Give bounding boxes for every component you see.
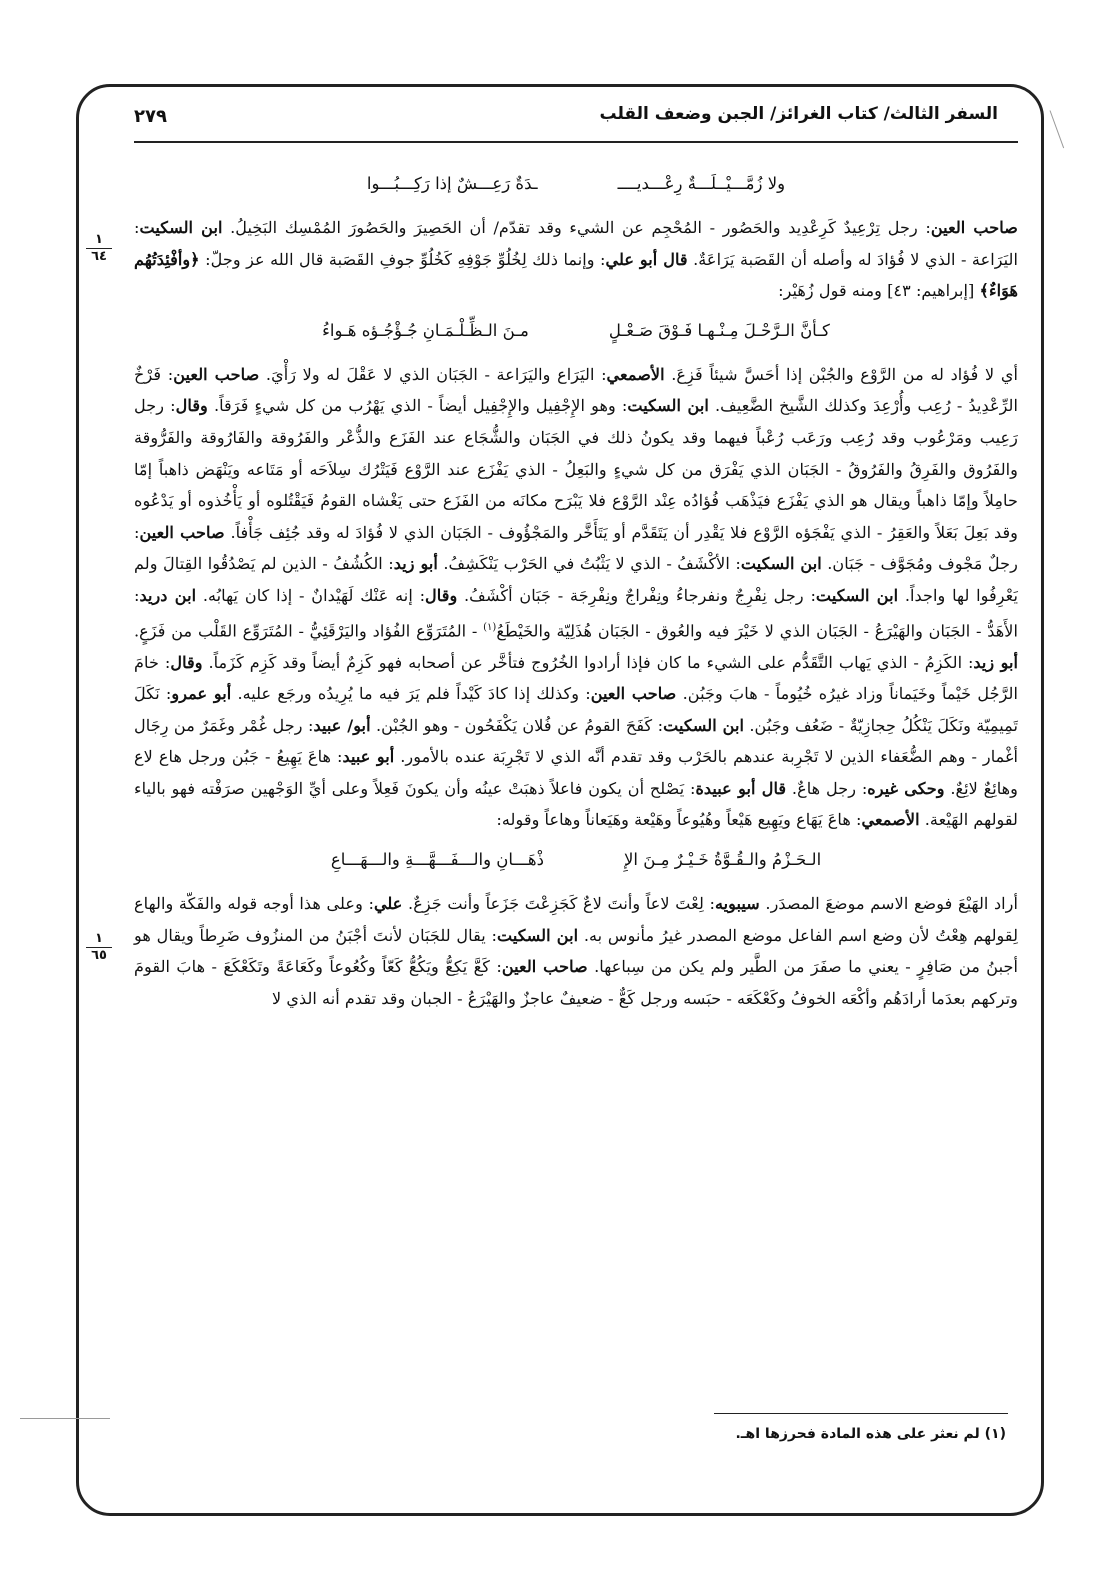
text-run: : نَكَلَ تَمِيمِيّة ونَكَلَ يَنْكُلُ حِجازِيّةٌ - ضَعُف وجَبُن. [134,684,1018,735]
source-name: أبو زيد [393,554,438,574]
source-name: ابن دريد [139,585,197,605]
verse-line [134,838,1018,882]
margin-folio-denominator: ٦٤ [91,249,107,264]
text-run: : كَعَّ يَكِعُّ ويَكُعُّ كَعّاً وكُعُوعاً وكَعَاعَةً وتَكَعْكَعَ - هابَ القومَ وتركهم بعدَما أرادَهُم وأكْعَه الخوفُ وكَعْكَعَه - حبَسه ورجل كَعٌّ - ضعيفٌ عاجزٌ والهَيْرَعُ - الجبان وقد تقدم أنه الذي لا [134,957,1018,1008]
verse-first-hemistich: كـأنَّ الـرَّحْـلَ مِـنْـهـا فَـوْقَ صَـعْـلٍ [608,320,830,340]
text-run: : رجل نِفْرِجٌ ونفرجاءُ ونِفْراجٌ ونِفْرِجَة - جَبَان أكْشَفُ. [457,585,816,605]
quran-quote: ﴿وأفْئِدَتُهُم هَوَاءٌ﴾ [134,249,1018,301]
text-run: : وهو الإِجْفِيل والإِجْفِيل أيضاً - الذي يَهْرُب من كل شيءٍ فَرَقاً. [207,396,628,416]
text-run: : رجل رَعِيب ومَرْعُوب وقد رُعِب ورَعَب رُعْباً فيهما وقد يكونُ ذلك في الجَبَان والشُّجَاع عند الفَزَع والذُّعْر والفَرُوقة والفَارُوقة والفَرُّوقة والفَرُوق والفَرِقُ والفَرُوقُ - الجَبَان الذي يَفْرَق من كل شيءٍ والبَعِلُ - الذي يَفْزَع عند الرَّوْع فَيَتْرُك سِلاَحَه أو مَتَاعه ويَنْهَض ذاهباً إمّا حامِلاً وإمّا ذاهباً ويقال هو الذي يَفْزَع فيَذْهَب فُؤادُه عِنْد الرَّوْع فلا يَبْرَح مكانَه من الفَزَع حتى يَغْشاه القومُ فَيَقْتُلوه أو يَأْخُذوه أو يَدْعُوه وقد بَعِلَ بَعَلاً والعَقِرُ - الذي يَفْجَؤه الرَّوْع فلا يَقْدِر أن يَتَقَدَّم أو يَتَأَخَّر والمَجْؤُوف - الجَبَان الذي لا فُؤادَ له وقد جُئِف جَأْفاً. [134,396,1018,542]
paragraph [134,359,1018,836]
verse-second-hemistich: ـدَةٌ رَعِـــشٌ إذا رَكِـــبُـــوا [366,174,538,193]
source-name: وقال [170,652,203,672]
source-name: وقال [425,585,458,605]
source-name: صاحب العين [139,522,225,542]
verse-line [134,309,1018,353]
footnote-rule [714,1413,1008,1414]
source-name: أبو زيد [973,652,1018,672]
verse-second-hemistich: ذْهَـــانِ والـــفَـــهَّـــةِ والـــهَـــاعِ [330,850,544,870]
verse-first-hemistich: ولا زُمَّـــيْــلَـــةٌ رِعْـــديــــ [617,174,786,193]
verse-line [134,162,1018,206]
source-name: ابن السكيت [740,554,822,574]
text-run: : الأكْشَفُ - الذي لا يَثْبُتُ في الحَرْب يَنْكَشِفُ. [437,554,741,574]
source-name: ابن السكيت [815,585,899,605]
footnote-marker: (١) [483,621,497,633]
source-name: وقال [175,396,208,416]
text-run: : رجل تِرْعِيدٌ كَرِعْدِيد والحَصُور - المُحْجِم عن الشيء وقد تقدّم/ أن الحَصِيرَ والحَصُورَ المُمْسِك البَخِيلُ. [222,218,931,237]
margin-folio-numerator: ١ [95,931,103,946]
text-run: : خامَ الرَّجُل خَيْماً وخَيَماناً وزاد غيرُه خُيُوماً - هابَ وجَبُن. [134,652,1018,704]
source-name: صاحب العين [173,364,260,384]
text-run: : هاعَ يَهَاع ويَهِيع هَيْعاً وهُيُوعاً وهَيْعة وهَيَعاناً وهاعاً وقوله: [496,810,862,830]
margin-folio-denominator: ٦٥ [91,948,107,963]
text-run: : الكُشُفُ - الذين لم يَصْدُقُوا القِتالَ ولم يَعْرِفُوا لها واجداً. [134,554,1018,605]
source-name: علي [373,894,403,914]
source-name: أبو عمرو [171,684,232,704]
main-text [134,160,1018,1014]
source-name: أبو عبيد [342,747,395,767]
page-number: ٢٧٩ [134,106,167,127]
source-name: ابن السكيت [663,715,744,735]
text-run: أراد الهَيْعَ فوضع الاسم موضعَ المصدَر. [759,894,1018,914]
source-name: ابن السكيت [496,925,579,945]
source-name: الأصمعي [861,810,920,830]
paragraph [134,212,1018,307]
text-run: : وإنما ذلك لِخُلُوِّ جَوْفِهِ كَخُلُوِّ جوفِ القَصَبة قال الله عز وجلّ: [199,249,606,269]
text-run: : الكَزِمُ - الذي يَهاب التَّقَدُّم على الشيء ما كان فإذا أرادوا الخُرُوج فتأخَّر عن أصحابه فهو كَزِمٌ أيضاً وقد كَزِم كَزَماً. [202,652,974,672]
source-name: صاحب العين [930,218,1018,237]
text-run: : اليَرَاع واليَرَاعة - الجَبَان الذي لا عَقْلَ له ولا رَأْيَ. [259,364,607,384]
text-run: : يَصْلح أن يكون فاعلاً ذهبَتْ عينُه وأن يكونَ فَعِلاً وعلى أيِّ الوَجْهين صرَفْته فهو بالياء لقولهم الهَيْعة. [134,778,1018,830]
margin-folio-numerator: ١ [95,232,103,247]
margin-folio-note [82,233,116,264]
source-name: وحكى غيره [867,778,945,798]
source-name: أبو/ عبيد [313,715,371,735]
source-name: سيبويه [714,894,760,914]
paragraph [134,888,1018,1014]
text-run: : لِعْتَ لاعاً وأنتَ لاعٌ كَجَزِعْتَ جَزَعاً وأنت جَزِعٌ. [402,894,715,914]
source-name: صاحب العين [590,684,677,704]
text-run: : الأَهَدُّ - الجَبَان والهَيْرَعُ - الجَبَان الذي لا خَيْرَ فيه والعُوق - الجَبَان هُذَلِيّة والخَيْطَعُ [134,585,1018,640]
text-run: : رجلٌ مَجْوف ومُجَوَّف - جَبَان. [134,522,1018,574]
text-run: : وعلى هذا أوجه قوله والفَكّة والهاع لِقولهم هِعْتُ لأن وضع اسم الفاعل موضع المصدر غيرُ مأنوس به. [134,894,1018,945]
footnote [735,1426,1006,1442]
text-run: [إبراهيم: ٤٣] ومنه قول زُهَيْر: [778,281,980,301]
text-run: أي لا فُؤاد له من الرَّوْع والجُبْن إذا أحَسَّ شيئاً فَزِعَ. [664,364,1018,384]
source-name: ابن السكيت [139,218,223,237]
text-run: : كَفَحَ القومُ عن فُلان يَكْفَحُون - وهو الجُبْن. [370,715,664,735]
text-run: : إنه عَنْك لَهَيْدانٌ - إذا كان يَهابُه. [196,585,426,605]
text-run: : اليَرَاعة - الذي لا فُؤادَ له وأصله أن القَصَبة يَرَاعَةٌ. [134,218,1018,269]
verse-first-hemistich: الـحَـزْمُ والـقُـوَّةُ خَـيْـرٌ مِـنَ الإِ [623,850,822,870]
scan-artifact-line [1050,110,1065,148]
source-name: قال أبو علي [605,249,688,269]
margin-folio-note [82,932,116,963]
scan-artifact-line [20,1418,110,1419]
source-name: الأصمعي [606,364,665,384]
header-rule [134,141,1018,143]
text-run: : هاعَ يَهِيعُ - جَبُن ورجل هاع لاع وهائِعٌ لائِعٌ. [134,747,1019,798]
text-run: : رجل هاعٌ. [786,778,868,798]
source-name: ابن السكيت [627,396,709,416]
running-header: السفر الثالث/ كتاب الغرائز/ الجبن وضعف القلب [599,104,998,124]
verse-second-hemistich: مـنَ الـظِّـلْـمَـانِ جُـؤْجُـؤه هَـواءُ [322,320,529,340]
footnote-number: (١) [984,1426,1006,1442]
source-name: صاحب العين [501,957,588,977]
text-run: : رجل غُمْر وغَمَرٌ من رِجَال أغْمار - وهم الضُّعَفاء الذين لا تَجْرِبة عندهم بالحَرْب وقد تقدم أنَّه الذي لا تَجْرِبَة عنده بالأمور. [134,715,1018,767]
footnote-text: لم نعثر على هذه المادة فحرزها اهـ. [735,1426,980,1442]
text-run: - المُتَرَوِّع الفُؤاد واليَرْقَئِيُّ - المُتَرَوِّع القَلْب من فَزَعٍ. [134,620,484,640]
text-run: : فَرْخٌ الرِّعْدِيدُ - رُعِب وأُرْعِدَ وكذلك الشَّيخ الضَّعِيف. [134,364,1018,416]
text-run: : وكذلك إذا كادَ كَيْداً فلم يَرَ فيه ما يُرِيدُه ورجَع عليه. [231,684,591,704]
source-name: قال أبو عبيدة [695,778,787,798]
text-run: : يقال للجَبَان لأنتَ أجْبَنُ من المنزُوف ضَرِطاً ويقال هو أجبنُ من صَافِرٍ - يعني ما صفَرَ من الطَّير ولم يكن من سِباعها. [134,925,1019,977]
